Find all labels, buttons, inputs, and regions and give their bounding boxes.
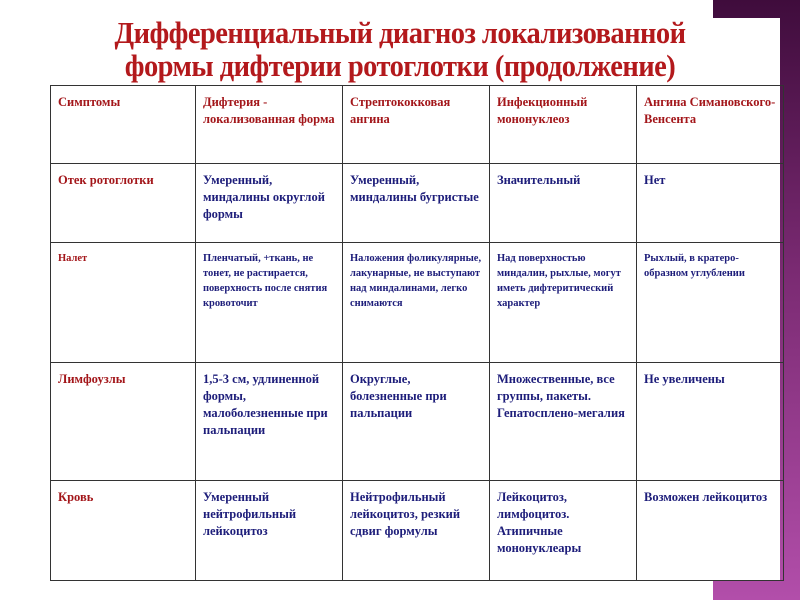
differential-diagnosis-table (50, 85, 784, 581)
table-cell: Не увеличены (637, 363, 784, 481)
table-cell: Нейтрофильный лейкоцитоз, резкий сдвиг формулы (343, 481, 490, 581)
table-cell: Пленчатый, +ткань, не тонет, не растирается, поверхность после снятия кровоточит (196, 243, 343, 363)
table-cell: Умеренный, миндалины округлой формы (196, 164, 343, 243)
symptom-cell: Отек ротоглотки (51, 164, 196, 243)
table-cell: Рыхлый, в кратеро-образном углублении (637, 243, 784, 363)
table-row (51, 243, 784, 363)
header-cell: Инфекционный мононуклеоз (490, 86, 637, 164)
title-line-2: формы дифтерии ротоглотки (продолжение) (124, 48, 676, 83)
table-cell: Над поверхностью миндалин, рыхлые, могут иметь дифтеритический характер (490, 243, 637, 363)
table-cell: 1,5-3 см, удлиненной формы, малоболезненные при пальпации (196, 363, 343, 481)
symptom-cell: Налет (51, 243, 196, 363)
table-cell: Умеренный, миндалины бугристые (343, 164, 490, 243)
table-row (51, 164, 784, 243)
header-cell: Дифтерия - локализованная форма (196, 86, 343, 164)
table-cell: Округлые, болезненные при пальпации (343, 363, 490, 481)
table-cell: Множественные, все группы, пакеты. Гепатосплено-мегалия (490, 363, 637, 481)
header-cell: Ангина Симановского-Венсента (637, 86, 784, 164)
table-cell: Значительный (490, 164, 637, 243)
table-cell: Лейкоцитоз, лимфоцитоз. Атипичные мононуклеары (490, 481, 637, 581)
title-line-1: Дифференциальный диагноз локализованной (114, 15, 686, 50)
header-cell: Симптомы (51, 86, 196, 164)
table-cell: Нет (637, 164, 784, 243)
table-cell: Наложения фоликулярные, лакунарные, не выступают над миндалинами, легко снимаются (343, 243, 490, 363)
table-cell: Умеренный нейтрофильный лейкоцитоз (196, 481, 343, 581)
table-row (51, 481, 784, 581)
table-row (51, 363, 784, 481)
table-cell: Возможен лейкоцитоз (637, 481, 784, 581)
slide-title (0, 16, 800, 82)
symptom-cell: Лимфоузлы (51, 363, 196, 481)
symptom-cell: Кровь (51, 481, 196, 581)
header-cell: Стрептококковая ангина (343, 86, 490, 164)
table-header-row (51, 86, 784, 164)
